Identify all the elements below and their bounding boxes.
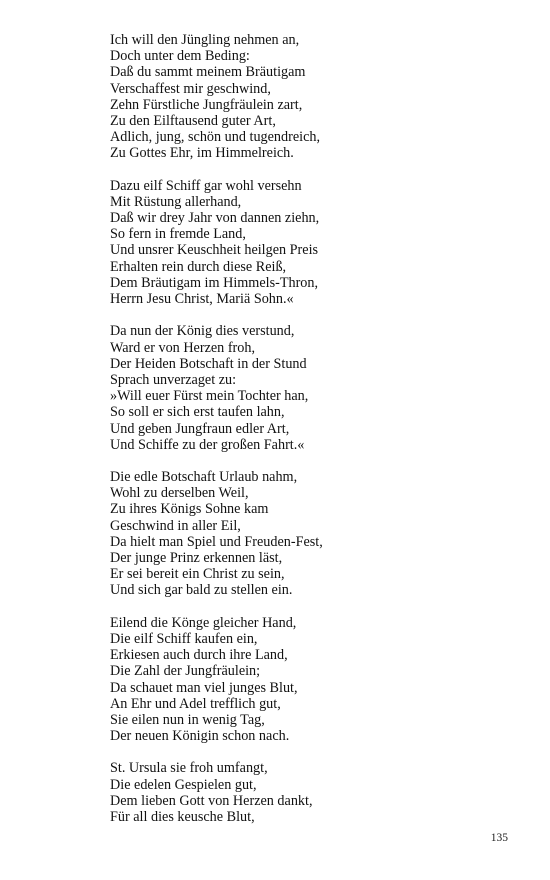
poem-line: Zu ihres Königs Sohne kam — [110, 501, 269, 518]
poem-line: Der junge Prinz erkennen läst, — [110, 550, 283, 566]
stanza-5 — [110, 615, 510, 745]
poem-line: Zu den Eilftausend guter Art, — [110, 112, 276, 129]
poem-line: Dem Bräutigam im Himmels-Thron, — [110, 274, 319, 291]
poem-line: Erhalten rein durch diese Reiß, — [110, 258, 287, 275]
poem-line: Doch unter dem Beding: — [110, 48, 250, 65]
poem-line: Daß du sammt meinem Bräutigam — [110, 64, 306, 81]
stanza-6 — [110, 760, 510, 825]
poem-line: Mit Rüstung allerhand, — [110, 193, 242, 210]
poem-line: Adlich, jung, schön und tugendreich, — [110, 129, 321, 146]
poem-line: Sprach unverzaget zu: — [110, 371, 237, 388]
poem-line: Für all dies keusche Blut, — [110, 809, 255, 825]
poem-line: Und sich gar bald zu stellen ein. — [110, 582, 293, 599]
poem-line: Da nun der König dies verstund, — [110, 323, 295, 340]
page-number: 135 — [490, 832, 508, 844]
poem-line: An Ehr und Adel trefflich gut, — [110, 695, 281, 712]
poem-line: »Will euer Fürst mein Tochter han, — [110, 388, 309, 405]
poem-line: Sie eilen nun in wenig Tag, — [110, 711, 265, 728]
poem-line: So soll er sich erst taufen lahn, — [110, 404, 285, 421]
poem-line: Und unsrer Keuschheit heilgen Preis — [110, 242, 319, 259]
poem-line: Eilend die Könge gleicher Hand, — [110, 614, 297, 631]
poem-line: Herrn Jesu Christ, Mariä Sohn.« — [110, 291, 294, 307]
poem-line: Der Heiden Botschaft in der Stund — [110, 355, 307, 372]
poem-line: Und Schiffe zu der großen Fahrt.« — [110, 436, 305, 453]
poem-line: Zehn Fürstliche Jungfräulein zart, — [110, 96, 303, 113]
poem-line: Geschwind in aller Eil, — [110, 517, 241, 534]
stanza-1 — [110, 32, 510, 162]
poem-line: Und geben Jungfraun edler Art, — [110, 420, 290, 437]
poem-line: Verschaffest mir geschwind, — [110, 80, 271, 97]
stanza-3 — [110, 323, 510, 453]
poem-line: So fern in fremde Land, — [110, 226, 246, 243]
poem-line: Daß wir drey Jahr von dannen ziehn, — [110, 210, 320, 227]
poem-line: Zu Gottes Ehr, im Himmelreich. — [110, 145, 294, 162]
poem-line: Dazu eilf Schiff gar wohl versehn — [110, 177, 302, 194]
stanza-4 — [110, 469, 510, 599]
poem-line: Dem lieben Gott von Herzen dankt, — [110, 792, 313, 809]
poem-line: St. Ursula sie froh umfangt, — [110, 760, 268, 777]
poem-line: Da schauet man viel junges Blut, — [110, 679, 298, 696]
poem-line: Die eilf Schiff kaufen ein, — [110, 630, 258, 647]
poem-line: Er sei bereit ein Christ zu sein, — [110, 566, 285, 583]
poem-line: Die Zahl der Jungfräulein; — [110, 663, 261, 680]
poem-line: Die edelen Gespielen gut, — [110, 776, 257, 793]
poem-line: Die edle Botschaft Urlaub nahm, — [110, 469, 298, 486]
poem-line: Ich will den Jüngling nehmen an, — [110, 32, 300, 48]
poem-line: Erkiesen auch durch ihre Land, — [110, 647, 288, 664]
poem-line: Der neuen Königin schon nach. — [110, 728, 290, 745]
stanza-2 — [110, 178, 510, 308]
poem-line: Ward er von Herzen froh, — [110, 339, 255, 356]
poem-text — [110, 32, 510, 841]
poem-line: Wohl zu derselben Weil, — [110, 485, 249, 502]
poem-line: Da hielt man Spiel und Freuden-Fest, — [110, 533, 323, 550]
